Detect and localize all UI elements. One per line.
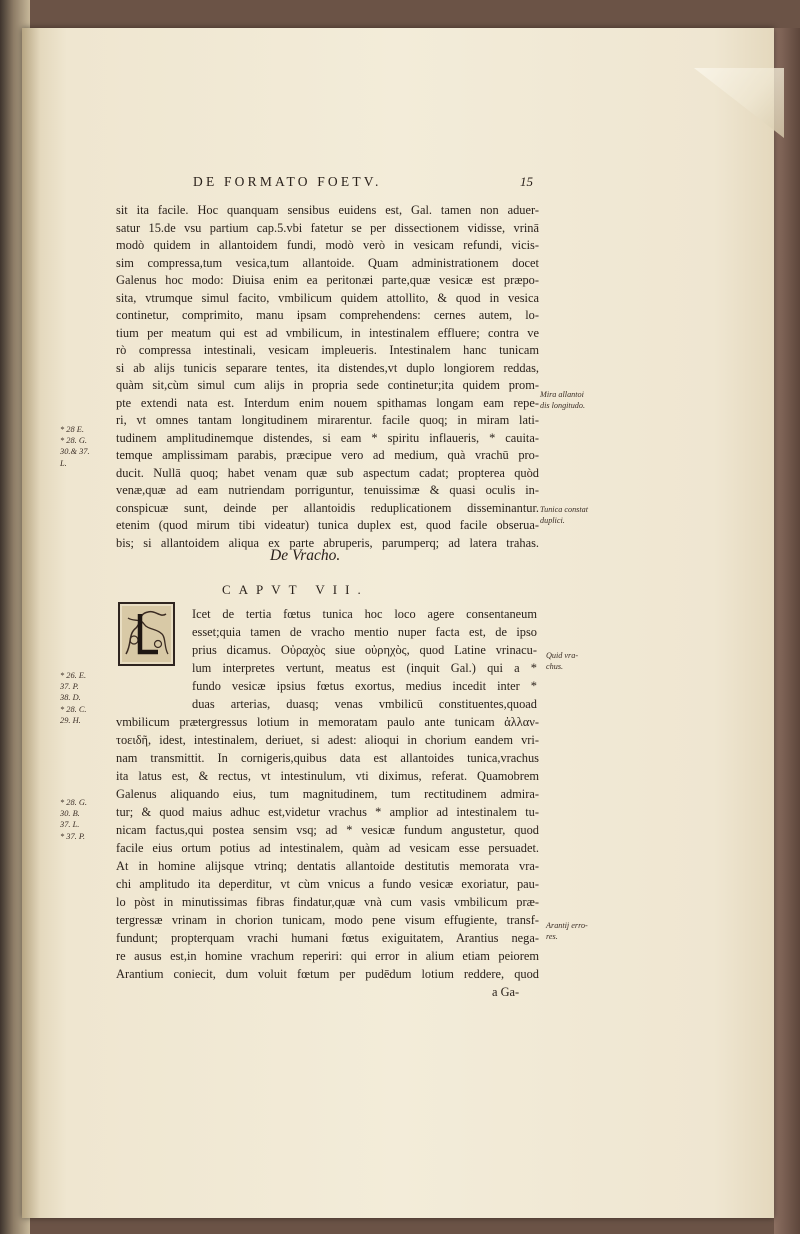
text-line: τοειδῆ, idest, intestinalem, deriuet, si adest: alioqui in chorium eandem vri- <box>116 733 539 747</box>
text-line: sit ita facile. Hoc quanquam sensibus euidens est, Gal. tamen non aduer- <box>116 203 539 217</box>
marginal-note-line: chus. <box>546 662 564 671</box>
marginal-references-left <box>60 424 90 469</box>
text-line: satur 15.de vsu partium cap.5.vbi fatetur se per dissectionem vidisse, vrinā <box>116 220 539 235</box>
book-edge <box>774 28 800 1234</box>
text-line: nam transmittit. In cornigeris,quibus data est allantoides tunica,vrachus <box>116 751 539 765</box>
marginal-note-right <box>546 650 578 672</box>
marginal-note-line: Arantij erro- <box>546 921 588 930</box>
marginal-reference: 30.& 37. <box>60 447 90 457</box>
text-line: facile eius ortum potius ad intestinalem, quàm ad vesicam esse persuadet. <box>116 841 539 855</box>
text-line: lum interpretes vertunt, meatus est (inquit Gal.) qui a * <box>192 661 537 675</box>
catchword: a Ga- <box>492 985 520 999</box>
marginal-reference: * 28. G. <box>60 436 87 446</box>
page-binding <box>22 28 40 1218</box>
page-number: 15 <box>520 174 533 189</box>
text-line: venæ,quæ ad eam nutriendam porriguntur, tenuissimæ & quasi oculis in- <box>116 483 539 497</box>
marginal-note-right <box>540 389 585 411</box>
marginal-reference: * 26. E. <box>60 671 87 680</box>
text-line: ducit. Nullā quoq; habet venam quæ sub aspectum cadat; propterea quòd <box>116 465 539 480</box>
text-line: sita, vtrumque simul facito, vmbilicum quidem attollito, & quod in vesica <box>116 290 539 305</box>
text-line: Arantium coniecit, dum voluit fœtum per pudēdum lotium reddere, quod <box>116 967 539 981</box>
text-line: rò compressa intestinali, vesicam impleueris. Intestinalem hanc tunicam <box>116 343 539 357</box>
text-line: tudinem amplitudinemque distendes, si eam * spiritu inflaueris, * cauita- <box>116 430 539 445</box>
marginal-reference: * 28. C. <box>60 704 87 714</box>
marginal-note-line: dis longitudo. <box>540 401 586 410</box>
marginal-references-left <box>60 670 87 726</box>
text-line: conspicuæ sunt, deinde per allantoidis reduplicationem disseminantur. <box>116 500 539 515</box>
chapter-title: CAPVT VII. <box>222 582 369 597</box>
text-line: tium per meatum qui est ad vmbilicum, in intestinalem effluere; contra ve <box>116 325 539 340</box>
marginal-reference: 37. L. <box>60 820 80 830</box>
text-line: continetur, comprimito, manu ipsam comprehendens: cernes autem, lo- <box>116 308 539 322</box>
text-line: si ab alijs tunicis separare tentes, ita distendes,vt duplo longiorem reddas, <box>116 360 539 375</box>
text-line: prius dicamus. Οὐραχὸς siue οὐρηχὸς, quod Latine vrinacu- <box>192 643 537 657</box>
text-line: sim compressa,tum vesica,tum allantoide. Quam administrationem docet <box>116 255 539 270</box>
text-line: At in homine alijsque vtrinq; dentatis allantoide destitutis memorata vra- <box>116 859 539 873</box>
section-heading: De Vracho. <box>270 547 341 564</box>
text-line: bis; si allantoidem aliqua ex parte abruperis, parumperq; ad latera trahas. <box>116 535 539 550</box>
marginal-note-line: Mira allantoi <box>540 390 584 399</box>
marginal-reference: * 28. G. <box>60 798 87 807</box>
text-line: pte extendi nata est. Interdum enim nouem spithamas longam eam repe- <box>116 395 539 410</box>
marginal-reference: 37. P. <box>60 682 79 692</box>
marginal-reference: 29. H. <box>60 715 81 725</box>
text-line: fundunt; propterquam vrachi humani fœtus exiguitatem, Arantius nega- <box>116 931 539 945</box>
marginal-references-left <box>60 797 87 842</box>
page-header <box>193 174 533 194</box>
folded-corner <box>694 68 784 138</box>
text-line: tergressæ vrinam in chorion tunicam, modo pene visum effugiente, transf- <box>116 913 539 927</box>
text-line: vmbilicum prætergressus lotium in memoratam paulo ante tunicam ἀλλαν- <box>116 715 539 729</box>
text-line: ita latus est, & rectus, vt intestinulum, vti diximus, referat. Quamobrem <box>116 769 539 783</box>
text-line: quàm sit,cùm simul cum alijs in propria sede continetur;ita quidem prom- <box>116 378 539 392</box>
marginal-note-line: Quid vra- <box>546 651 579 660</box>
marginal-note-line: duplici. <box>540 516 565 525</box>
marginal-note-line: res. <box>546 932 558 941</box>
marginal-reference: * 28 E. <box>60 425 84 434</box>
text-line: tur; & quod maius adhuc est,videtur vrachus * amplior ad intestinalem tu- <box>116 805 539 819</box>
text-line: chi amplitudo ita deperditur, vt cùm vnicus a fundo vesicæ exoriatur, pau- <box>116 877 539 891</box>
text-line: fundo vesicæ ipsius fœtus exortus, medius incedit inter * <box>192 679 537 693</box>
text-line: duas arterias, duasq; venas vmbilicū constituentes,quoad <box>192 697 537 711</box>
marginal-note-right <box>546 920 588 942</box>
running-head: DE FORMATO FOETV. <box>193 174 382 189</box>
marginal-reference: * 37. P. <box>60 831 85 841</box>
text-line: nicam factus,qui postea sensim vsq; ad * vesicæ fundum angustetur, quod <box>116 823 539 837</box>
marginal-note-right <box>540 504 588 526</box>
text-line: lo pòst in minutissimas fibras findatur,quæ vnà cum vasis vmbilicum præ- <box>116 895 539 909</box>
marginal-reference: L. <box>60 458 67 468</box>
marginal-reference: 30. B. <box>60 809 80 819</box>
marginal-reference: 38. D. <box>60 693 81 703</box>
text-line: ri, vt omnes tantam longitudinem mirarentur. facile quoq; in miram lati- <box>116 413 539 427</box>
text-line: Galenus aliquando eius, tum magnitudinem, tum rectitudinem admira- <box>116 787 539 801</box>
text-line: re ausus est,in homine vrachum reperiri: qui error in alium etiam peiorem <box>116 949 539 963</box>
decorated-initial-icon <box>118 602 175 666</box>
text-line: esset;quia tamen de vracho mentio nuper facta est, de ipso <box>192 625 537 639</box>
text-line: modò quidem in allantoidem fundi, modò verò in vesicam refundi, vicis- <box>116 238 539 252</box>
text-line: Galenus hoc modo: Diuisa enim ea peritonæi parte,quæ vesicæ est præpo- <box>116 273 539 287</box>
text-line: etenim (quod mirum tibi videatur) tunica duplex est, quod facile obserua- <box>116 518 539 532</box>
marginal-note-line: Tunica constat <box>540 505 588 514</box>
text-line: Icet de tertia fœtus tunica hoc loco agere consentaneum <box>192 607 537 621</box>
text-line: temque amplissimam parabis, præcipue vero ad medium, quà vrachū pro- <box>116 448 539 462</box>
